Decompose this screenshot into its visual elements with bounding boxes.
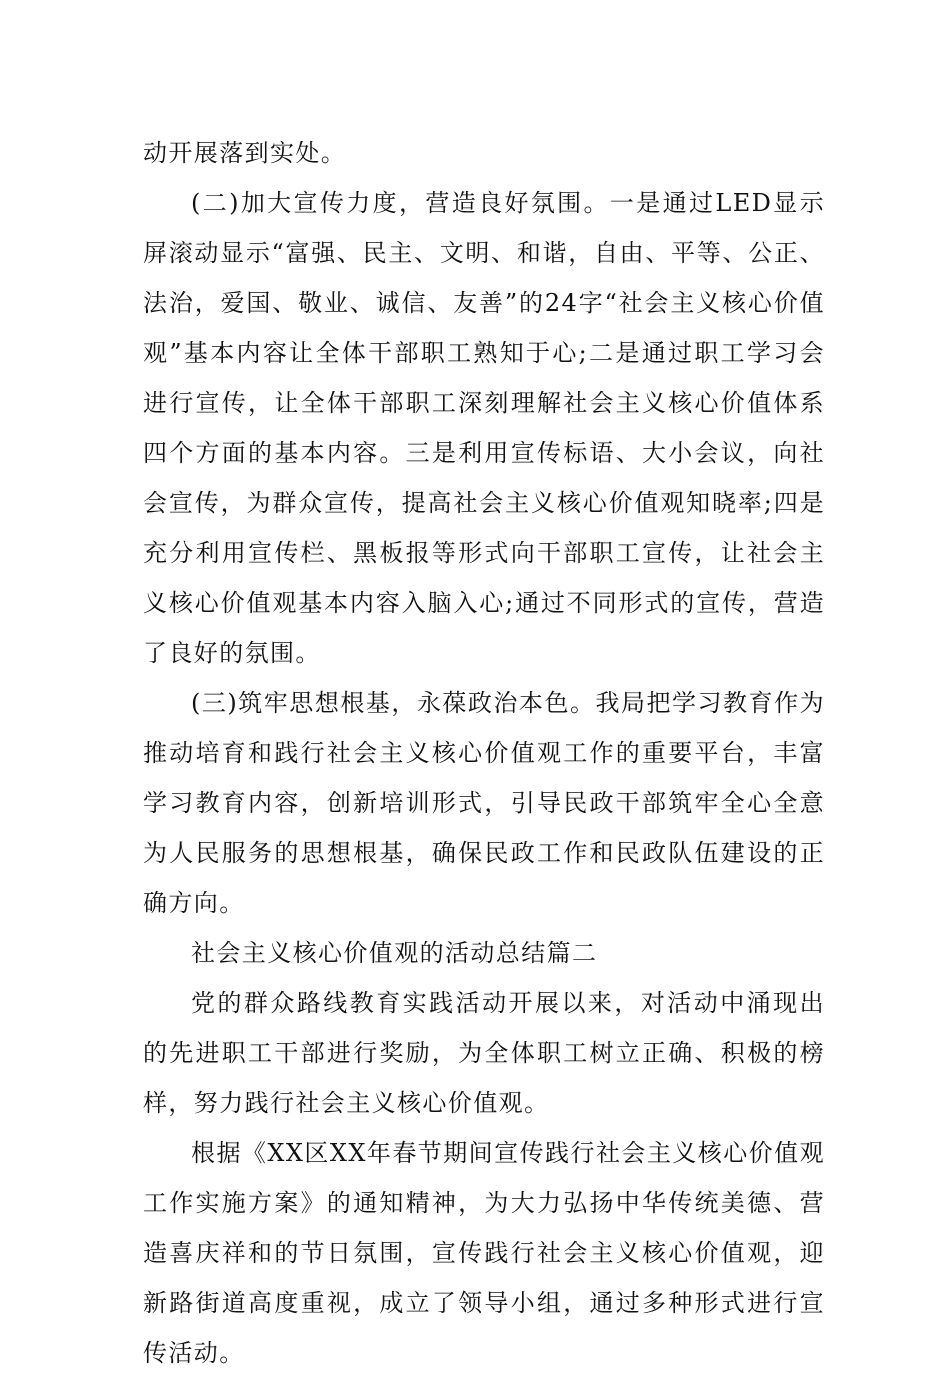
paragraph-continuation: 动开展落到实处。 xyxy=(143,139,347,167)
paragraph-publicity: (二)加大宣传力度，营造良好氛围。一是通过LED显示屏滚动显示“富强、民主、文明、和谐，自由、平等、公正、法治，爱国、敬业、诚信、友善”的24字“社会主义核心价值观”基本内容让全体干部职工熟知于心;二是通过职工学习会进行宣传，让全体干部职工深刻理解社会主义核心价值体系四个方面的基本内容。三是利用宣传标语、大小会议，向社会宣传，为群众宣传，提高社会主义核心价值观知晓率;四是充分利用宣传栏、黑板报等形式向干部职工宣传，让社会主义核心价值观基本内容入脑入心;通过不同形式的宣传，营造了良好的氛围。 xyxy=(143,189,825,667)
paragraph-spring-festival: 根据《XX区XX年春节期间宣传践行社会主义核心价值观工作实施方案》的通知精神，为大力弘扬中华传统美德、营造喜庆祥和的节日氛围，宣传践行社会主义核心价值观，迎新路街道高度重视，成立了领导小组，通过多种形式进行宣传活动。 xyxy=(143,1139,825,1367)
document-body xyxy=(143,128,825,1378)
paragraph-ideology: (三)筑牢思想根基，永葆政治本色。我局把学习教育作为推动培育和践行社会主义核心价值观工作的重要平台，丰富学习教育内容，创新培训形式，引导民政干部筑牢全心全意为人民服务的思想根基，确保民政工作和民政队伍建设的正确方向。 xyxy=(143,689,825,917)
paragraph-mass-line: 党的群众路线教育实践活动开展以来，对活动中涌现出的先进职工干部进行奖励，为全体职工树立正确、积极的榜样，努力践行社会主义核心价值观。 xyxy=(143,989,825,1117)
section-heading: 社会主义核心价值观的活动总结篇二 xyxy=(191,939,598,967)
